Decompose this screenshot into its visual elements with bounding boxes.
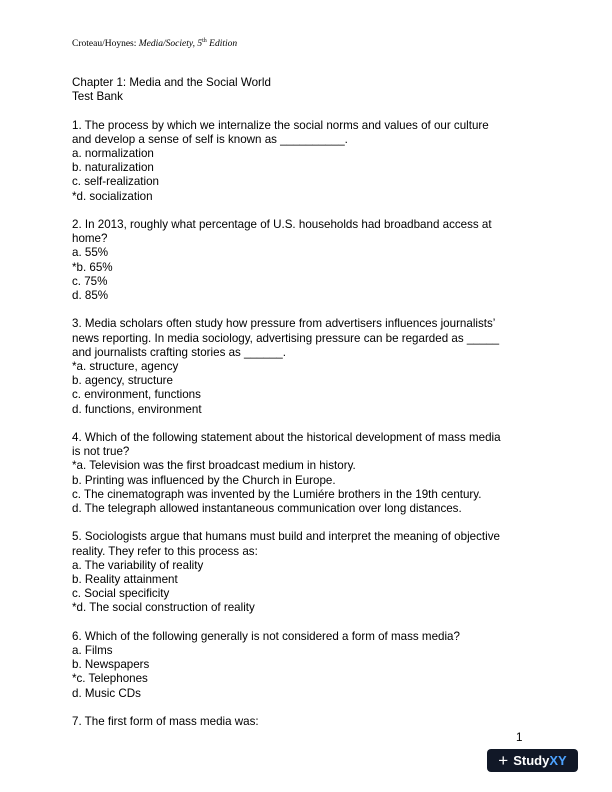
answer-option: b. Reality attainment [72, 573, 178, 587]
answer-option: a. 55% [72, 246, 109, 260]
answer-option: a. Films [72, 644, 113, 658]
studyxy-badge[interactable] [487, 749, 578, 772]
question-1 [72, 119, 542, 204]
question-3 [72, 317, 542, 416]
answer-option: *d. The social construction of reality [72, 601, 255, 615]
question-text: 5. Sociologists argue that humans must build and interpret the meaning of objective [72, 530, 500, 544]
answer-option: c. environment, functions [72, 388, 201, 402]
header-edition-sup: th [202, 38, 207, 44]
plus-icon: + [498, 751, 509, 770]
document-body [72, 76, 542, 743]
answer-option: b. naturalization [72, 161, 154, 175]
question-text: news reporting. In media sociology, advertising pressure can be regarded as _____ [72, 331, 500, 345]
answer-option: a. The variability of reality [72, 558, 204, 572]
header-edition: Edition [206, 39, 238, 50]
question-text: and journalists crafting stories as ______. [72, 345, 286, 359]
question-text: 1. The process by which we internalize the social norms and values of our culture [72, 118, 489, 132]
chapter-subtitle: Test Bank [72, 90, 123, 104]
question-text: home? [72, 232, 108, 246]
question-text: 2. In 2013, roughly what percentage of U.S. households had broadband access at [72, 218, 492, 231]
page-header [72, 38, 237, 49]
answer-option: d. Music CDs [72, 686, 141, 700]
answer-option: d. functions, environment [72, 402, 202, 416]
brand-main: Study [513, 753, 550, 768]
answer-option: b. Newspapers [72, 658, 150, 672]
question-text: is not true? [72, 445, 130, 459]
question-2 [72, 218, 542, 303]
question-4 [72, 431, 542, 516]
brand-name [513, 753, 566, 768]
header-title: Media/Society, 5 [138, 39, 203, 50]
question-text: 6. Which of the following generally is not considered a form of mass media? [72, 629, 460, 643]
answer-option: c. 75% [72, 274, 108, 288]
question-text: 3. Media scholars often study how pressure from advertisers influences journalists’ [72, 317, 496, 331]
answer-option: *b. 65% [72, 260, 113, 274]
answer-option: c. Social specificity [72, 587, 170, 601]
answer-option: d. The telegraph allowed instantaneous communication over long distances. [72, 502, 462, 516]
question-text: and develop a sense of self is known as __________. [72, 132, 348, 146]
question-7 [72, 715, 542, 729]
answer-option: *a. structure, agency [72, 360, 179, 374]
answer-option: c. self-realization [72, 175, 159, 189]
answer-option: *a. Television was the first broadcast medium in history. [72, 459, 356, 473]
answer-option: *d. socialization [72, 189, 153, 203]
question-text: 4. Which of the following statement about the historical development of mass media [72, 431, 501, 445]
header-author: Croteau/Hoynes: [72, 39, 139, 50]
answer-option: a. normalization [72, 147, 154, 160]
question-5 [72, 530, 542, 615]
question-6 [72, 630, 542, 701]
page-number: 1 [516, 731, 523, 744]
question-text: reality. They refer to this process as: [72, 544, 258, 558]
answer-option: b. agency, structure [72, 374, 173, 388]
question-text: 7. The first form of mass media was: [72, 715, 259, 729]
answer-option: d. 85% [72, 289, 109, 303]
answer-option: c. The cinematograph was invented by the Lumiére brothers in the 19th century. [72, 487, 482, 501]
answer-option: *c. Telephones [72, 672, 148, 686]
answer-option: b. Printing was influenced by the Church in Europe. [72, 473, 336, 487]
chapter-title: Chapter 1: Media and the Social World [72, 76, 271, 89]
chapter-heading [72, 76, 542, 104]
question-list [72, 119, 542, 730]
brand-accent: XY [549, 753, 567, 768]
